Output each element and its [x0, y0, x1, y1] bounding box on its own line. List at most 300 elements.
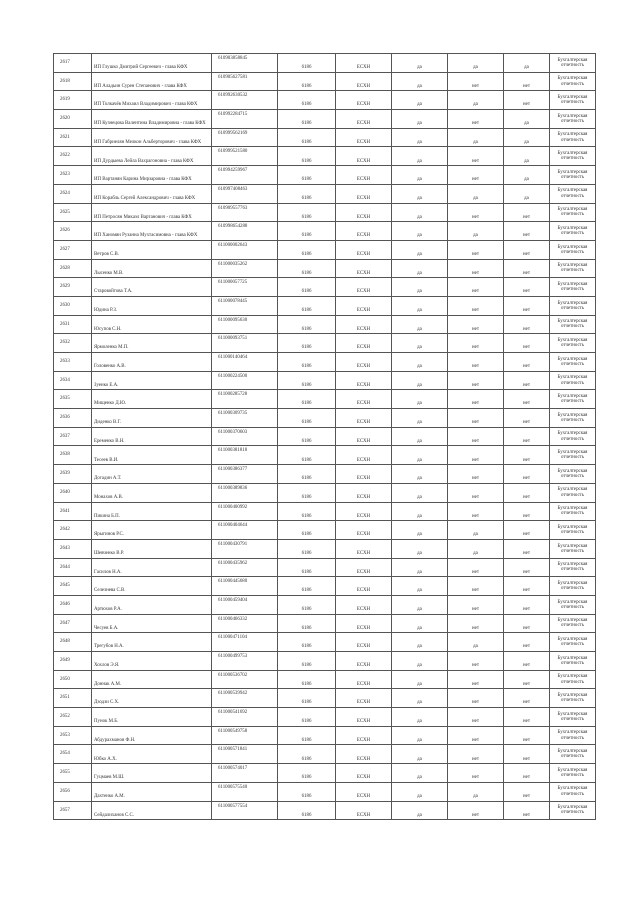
table-row	[54, 764, 596, 783]
tax-code-cell: 6186	[278, 259, 336, 278]
report-type-cell: Бухгалтерская отчетность	[550, 147, 596, 166]
tax-code-cell: 6186	[278, 390, 336, 409]
flag-cell: нет	[504, 371, 550, 390]
row-number-cell: 2620	[54, 110, 92, 129]
flag-cell: да	[504, 54, 550, 73]
tax-code-cell: 6186	[278, 278, 336, 297]
flag-cell: нет	[504, 670, 550, 689]
organization-name-cell: Гасилов Н.А.	[92, 558, 212, 577]
flag-cell: нет	[504, 577, 550, 596]
tax-code-cell: 6186	[278, 764, 336, 783]
tax-code-cell: 6186	[278, 745, 336, 764]
inn-cell: 611000057725	[212, 278, 278, 297]
row-number-cell: 2621	[54, 128, 92, 147]
report-type-cell: Бухгалтерская отчетность	[550, 184, 596, 203]
flag-cell: да	[392, 222, 448, 241]
flag-cell: да	[504, 110, 550, 129]
tax-code-cell: 6186	[278, 72, 336, 91]
tax-regime-cell: ЕСХН	[336, 390, 392, 409]
organization-name-cell: Зуенко Е.А.	[92, 371, 212, 390]
flag-cell: да	[448, 54, 504, 73]
organization-name-cell: Дахтенко А.М.	[92, 782, 212, 801]
report-type-cell: Бухгалтерская отчетность	[550, 278, 596, 297]
flag-cell: нет	[448, 390, 504, 409]
inn-cell: 610997408463	[212, 184, 278, 203]
inn-cell: 611000078445	[212, 296, 278, 315]
flag-cell: да	[392, 110, 448, 129]
flag-cell: да	[392, 278, 448, 297]
inn-cell: 611000574017	[212, 764, 278, 783]
report-type-cell: Бухгалтерская отчетность	[550, 558, 596, 577]
inn-cell: 611000466332	[212, 614, 278, 633]
flag-cell: нет	[504, 521, 550, 540]
table-row	[54, 147, 596, 166]
tax-code-cell: 6186	[278, 801, 336, 820]
flag-cell: нет	[448, 670, 504, 689]
flag-cell: да	[392, 296, 448, 315]
inn-cell: 611000381818	[212, 446, 278, 465]
inn-cell: 610992284715	[212, 110, 278, 129]
row-number-cell: 2626	[54, 222, 92, 241]
row-number-cell: 2654	[54, 745, 92, 764]
table-row	[54, 166, 596, 185]
flag-cell: нет	[448, 427, 504, 446]
flag-cell: да	[392, 465, 448, 484]
inn-cell: 611000285728	[212, 390, 278, 409]
flag-cell: нет	[504, 91, 550, 110]
report-type-cell: Бухгалтерская отчетность	[550, 801, 596, 820]
tax-code-cell: 6186	[278, 446, 336, 465]
inn-cell: 610905627581	[212, 72, 278, 91]
tax-code-cell: 6186	[278, 558, 336, 577]
tax-regime-cell: ЕСХН	[336, 278, 392, 297]
flag-cell: да	[448, 521, 504, 540]
organization-name-cell: Монахов А.В.	[92, 483, 212, 502]
flag-cell: да	[392, 390, 448, 409]
inn-cell: 611000536702	[212, 670, 278, 689]
organization-name-cell: Юсупов С.Н.	[92, 315, 212, 334]
flag-cell: нет	[504, 296, 550, 315]
flag-cell: да	[448, 91, 504, 110]
flag-cell: да	[392, 708, 448, 727]
organization-name-cell: Трегубов Н.А.	[92, 633, 212, 652]
row-number-cell: 2651	[54, 689, 92, 708]
flag-cell: нет	[448, 652, 504, 671]
flag-cell: нет	[448, 708, 504, 727]
flag-cell: да	[392, 558, 448, 577]
flag-cell: нет	[504, 483, 550, 502]
table-row	[54, 54, 596, 73]
tax-code-cell: 6186	[278, 521, 336, 540]
row-number-cell: 2637	[54, 427, 92, 446]
row-number-cell: 2639	[54, 465, 92, 484]
report-type-cell: Бухгалтерская отчетность	[550, 577, 596, 596]
flag-cell: да	[392, 371, 448, 390]
row-number-cell: 2623	[54, 166, 92, 185]
row-number-cell: 2636	[54, 409, 92, 428]
tax-regime-cell: ЕСХН	[336, 726, 392, 745]
tax-regime-cell: ЕСХН	[336, 353, 392, 372]
row-number-cell: 2643	[54, 539, 92, 558]
flag-cell: нет	[504, 614, 550, 633]
tax-code-cell: 6186	[278, 240, 336, 259]
report-type-cell: Бухгалтерская отчетность	[550, 72, 596, 91]
report-type-cell: Бухгалтерская отчетность	[550, 670, 596, 689]
table-row	[54, 708, 596, 727]
report-type-cell: Бухгалтерская отчетность	[550, 521, 596, 540]
flag-cell: да	[504, 184, 550, 203]
table-row	[54, 409, 596, 428]
flag-cell: нет	[504, 259, 550, 278]
organization-name-cell: Артюхов Р.А.	[92, 595, 212, 614]
tax-regime-cell: ЕСХН	[336, 689, 392, 708]
flag-cell: нет	[504, 278, 550, 297]
flag-cell: нет	[448, 353, 504, 372]
tax-regime-cell: ЕСХН	[336, 652, 392, 671]
tax-regime-cell: ЕСХН	[336, 296, 392, 315]
tax-regime-cell: ЕСХН	[336, 259, 392, 278]
organization-name-cell: Ветров С.В.	[92, 240, 212, 259]
flag-cell: да	[448, 633, 504, 652]
flag-cell: нет	[448, 558, 504, 577]
flag-cell: нет	[448, 334, 504, 353]
flag-cell: нет	[448, 409, 504, 428]
table-row	[54, 91, 596, 110]
row-number-cell: 2627	[54, 240, 92, 259]
table-row	[54, 184, 596, 203]
report-type-cell: Бухгалтерская отчетность	[550, 745, 596, 764]
tax-code-cell: 6186	[278, 465, 336, 484]
organization-name-cell: ИП Корабль Сергей Александрович - глава КФХ	[92, 184, 212, 203]
row-number-cell: 2629	[54, 278, 92, 297]
flag-cell: нет	[448, 745, 504, 764]
table-row	[54, 128, 596, 147]
tax-code-cell: 6186	[278, 184, 336, 203]
table-row	[54, 558, 596, 577]
flag-cell: нет	[448, 614, 504, 633]
table-row	[54, 72, 596, 91]
report-type-cell: Бухгалтерская отчетность	[550, 652, 596, 671]
flag-cell: да	[504, 166, 550, 185]
row-number-cell: 2653	[54, 726, 92, 745]
organization-name-cell: Тесеев В.И.	[92, 446, 212, 465]
flag-cell: да	[392, 689, 448, 708]
flag-cell: нет	[448, 689, 504, 708]
table-row	[54, 315, 596, 334]
flag-cell: да	[392, 128, 448, 147]
report-type-cell: Бухгалтерская отчетность	[550, 708, 596, 727]
table-row	[54, 577, 596, 596]
row-number-cell: 2618	[54, 72, 92, 91]
report-type-cell: Бухгалтерская отчетность	[550, 166, 596, 185]
organization-name-cell: Лысенко М.В.	[92, 259, 212, 278]
table-row	[54, 782, 596, 801]
flag-cell: нет	[448, 595, 504, 614]
flag-cell: да	[392, 240, 448, 259]
tax-code-cell: 6186	[278, 353, 336, 372]
tax-regime-cell: ЕСХН	[336, 502, 392, 521]
inn-cell: 611000002643	[212, 240, 278, 259]
organization-name-cell: Селезнева С.В.	[92, 577, 212, 596]
inn-cell: 611000140464	[212, 353, 278, 372]
tax-regime-cell: ЕСХН	[336, 184, 392, 203]
table-row	[54, 595, 596, 614]
report-type-cell: Бухгалтерская отчетность	[550, 110, 596, 129]
flag-cell: да	[392, 577, 448, 596]
tax-regime-cell: ЕСХН	[336, 110, 392, 129]
flag-cell: да	[392, 203, 448, 222]
tax-code-cell: 6186	[278, 614, 336, 633]
table-row	[54, 446, 596, 465]
flag-cell: нет	[504, 427, 550, 446]
flag-cell: нет	[504, 334, 550, 353]
table-row	[54, 652, 596, 671]
inn-cell: 610999521580	[212, 147, 278, 166]
row-number-cell: 2617	[54, 54, 92, 73]
organization-name-cell: Гуцмаев М.Ш.	[92, 764, 212, 783]
tax-regime-cell: ЕСХН	[336, 315, 392, 334]
report-type-cell: Бухгалтерская отчетность	[550, 128, 596, 147]
tax-code-cell: 6186	[278, 427, 336, 446]
tax-regime-cell: ЕСХН	[336, 764, 392, 783]
tax-code-cell: 6186	[278, 633, 336, 652]
flag-cell: да	[392, 652, 448, 671]
row-number-cell: 2646	[54, 595, 92, 614]
row-number-cell: 2625	[54, 203, 92, 222]
flag-cell: да	[392, 764, 448, 783]
flag-cell: нет	[448, 259, 504, 278]
tax-code-cell: 6186	[278, 502, 336, 521]
flag-cell: нет	[448, 203, 504, 222]
table-row	[54, 371, 596, 390]
row-number-cell: 2630	[54, 296, 92, 315]
flag-cell: нет	[504, 558, 550, 577]
organization-name-cell: Юдина Р.З.	[92, 296, 212, 315]
organization-name-cell: ИП Ханомян Рузанна Мухтасимовна - глава КФХ	[92, 222, 212, 241]
table-row	[54, 203, 596, 222]
flag-cell: да	[392, 782, 448, 801]
flag-cell: нет	[504, 72, 550, 91]
inn-cell: 611000035262	[212, 259, 278, 278]
tax-regime-cell: ЕСХН	[336, 203, 392, 222]
flag-cell: нет	[448, 296, 504, 315]
inn-cell: 611000309735	[212, 409, 278, 428]
inn-cell: 611000224500	[212, 371, 278, 390]
table-row	[54, 110, 596, 129]
flag-cell: нет	[448, 446, 504, 465]
tax-regime-cell: ЕСХН	[336, 334, 392, 353]
report-type-cell: Бухгалтерская отчетность	[550, 409, 596, 428]
inn-cell: 611000571841	[212, 745, 278, 764]
inn-cell: 610992630532	[212, 91, 278, 110]
report-type-cell: Бухгалтерская отчетность	[550, 390, 596, 409]
table-row	[54, 278, 596, 297]
flag-cell: нет	[504, 240, 550, 259]
inn-cell: 610998654288	[212, 222, 278, 241]
tax-regime-cell: ЕСХН	[336, 801, 392, 820]
flag-cell: нет	[504, 633, 550, 652]
tax-code-cell: 6186	[278, 128, 336, 147]
report-type-cell: Бухгалтерская отчетность	[550, 259, 596, 278]
inn-cell: 611000471104	[212, 633, 278, 652]
flag-cell: да	[392, 614, 448, 633]
tax-code-cell: 6186	[278, 708, 336, 727]
flag-cell: нет	[448, 278, 504, 297]
tax-regime-cell: ЕСХН	[336, 222, 392, 241]
report-type-cell: Бухгалтерская отчетность	[550, 203, 596, 222]
flag-cell: нет	[448, 147, 504, 166]
flag-cell: да	[392, 259, 448, 278]
flag-cell: да	[392, 91, 448, 110]
tax-code-cell: 6186	[278, 782, 336, 801]
organization-name-cell: Ярмоленко М.П.	[92, 334, 212, 353]
flag-cell: да	[392, 54, 448, 73]
tax-regime-cell: ЕСХН	[336, 465, 392, 484]
organization-name-cell: Юбко А.Х.	[92, 745, 212, 764]
organization-name-cell: Ярыгинов Р.С.	[92, 521, 212, 540]
flag-cell: да	[392, 633, 448, 652]
table-row	[54, 483, 596, 502]
flag-cell: нет	[448, 726, 504, 745]
report-type-cell: Бухгалтерская отчетность	[550, 371, 596, 390]
tax-code-cell: 6186	[278, 652, 336, 671]
organization-name-cell: ИП Аладьин Сурен Степанович - глава КФХ	[92, 72, 212, 91]
row-number-cell: 2642	[54, 521, 92, 540]
tax-code-cell: 6186	[278, 483, 336, 502]
table-row	[54, 353, 596, 372]
inn-cell: 611000459404	[212, 595, 278, 614]
flag-cell: да	[392, 353, 448, 372]
row-number-cell: 2647	[54, 614, 92, 633]
organization-name-cell: Мищенко Д.Ю.	[92, 390, 212, 409]
flag-cell: да	[392, 670, 448, 689]
tax-code-cell: 6186	[278, 689, 336, 708]
report-type-cell: Бухгалтерская отчетность	[550, 240, 596, 259]
flag-cell: нет	[448, 110, 504, 129]
organization-name-cell: ИП Дурдыева Лейла Вахрагоновна - глава КФХ	[92, 147, 212, 166]
row-number-cell: 2635	[54, 390, 92, 409]
report-type-cell: Бухгалтерская отчетность	[550, 483, 596, 502]
report-type-cell: Бухгалтерская отчетность	[550, 91, 596, 110]
registry-rows	[54, 54, 596, 820]
row-number-cell: 2645	[54, 577, 92, 596]
tax-code-cell: 6186	[278, 91, 336, 110]
tax-code-cell: 6186	[278, 334, 336, 353]
table-row	[54, 670, 596, 689]
tax-regime-cell: ЕСХН	[336, 128, 392, 147]
tax-code-cell: 6186	[278, 54, 336, 73]
tax-code-cell: 6186	[278, 110, 336, 129]
report-type-cell: Бухгалтерская отчетность	[550, 595, 596, 614]
organization-name-cell: Дзодзи С.Х.	[92, 689, 212, 708]
table-row	[54, 259, 596, 278]
table-row	[54, 633, 596, 652]
flag-cell: нет	[448, 577, 504, 596]
tax-regime-cell: ЕСХН	[336, 166, 392, 185]
inn-cell: 611000430791	[212, 539, 278, 558]
tax-code-cell: 6186	[278, 315, 336, 334]
flag-cell: нет	[504, 539, 550, 558]
tax-regime-cell: ЕСХН	[336, 595, 392, 614]
row-number-cell: 2648	[54, 633, 92, 652]
inn-cell: 611000400992	[212, 502, 278, 521]
report-type-cell: Бухгалтерская отчетность	[550, 726, 596, 745]
report-type-cell: Бухгалтерская отчетность	[550, 633, 596, 652]
organization-name-cell: Чесуев Б.А.	[92, 614, 212, 633]
flag-cell: да	[392, 595, 448, 614]
tax-regime-cell: ЕСХН	[336, 240, 392, 259]
inn-cell: 611000575540	[212, 782, 278, 801]
tax-regime-cell: ЕСХН	[336, 54, 392, 73]
table-row	[54, 745, 596, 764]
table-row	[54, 689, 596, 708]
flag-cell: да	[448, 539, 504, 558]
flag-cell: да	[392, 539, 448, 558]
flag-cell: да	[448, 782, 504, 801]
flag-cell: нет	[448, 801, 504, 820]
table-row	[54, 726, 596, 745]
flag-cell: нет	[448, 483, 504, 502]
flag-cell: да	[448, 184, 504, 203]
tax-code-cell: 6186	[278, 539, 336, 558]
report-type-cell: Бухгалтерская отчетность	[550, 689, 596, 708]
tax-regime-cell: ЕСХН	[336, 539, 392, 558]
flag-cell: да	[392, 521, 448, 540]
tax-code-cell: 6186	[278, 726, 336, 745]
tax-code-cell: 6186	[278, 371, 336, 390]
inn-cell: 610994259967	[212, 166, 278, 185]
row-number-cell: 2622	[54, 147, 92, 166]
tax-regime-cell: ЕСХН	[336, 147, 392, 166]
flag-cell: нет	[448, 240, 504, 259]
flag-cell: нет	[448, 315, 504, 334]
tax-regime-cell: ЕСХН	[336, 72, 392, 91]
tax-regime-cell: ЕСХН	[336, 409, 392, 428]
flag-cell: да	[392, 801, 448, 820]
row-number-cell: 2634	[54, 371, 92, 390]
report-type-cell: Бухгалтерская отчетность	[550, 446, 596, 465]
flag-cell: нет	[504, 222, 550, 241]
flag-cell: нет	[448, 465, 504, 484]
tax-regime-cell: ЕСХН	[336, 782, 392, 801]
tax-code-cell: 6186	[278, 409, 336, 428]
report-type-cell: Бухгалтерская отчетность	[550, 614, 596, 633]
flag-cell: нет	[504, 315, 550, 334]
registry-table	[53, 53, 596, 820]
inn-cell: 611000095630	[212, 315, 278, 334]
tax-regime-cell: ЕСХН	[336, 91, 392, 110]
inn-cell: 610999562169	[212, 128, 278, 147]
row-number-cell: 2640	[54, 483, 92, 502]
flag-cell: да	[392, 726, 448, 745]
flag-cell: да	[392, 334, 448, 353]
organization-name-cell: Хохлов Э.Я.	[92, 652, 212, 671]
row-number-cell: 2641	[54, 502, 92, 521]
organization-name-cell: Сейдалиханов С.С.	[92, 801, 212, 820]
flag-cell: нет	[504, 203, 550, 222]
flag-cell: да	[392, 147, 448, 166]
report-type-cell: Бухгалтерская отчетность	[550, 296, 596, 315]
row-number-cell: 2633	[54, 353, 92, 372]
organization-name-cell: Доннак А.М.	[92, 670, 212, 689]
flag-cell: да	[392, 315, 448, 334]
tax-code-cell: 6186	[278, 577, 336, 596]
flag-cell: нет	[504, 745, 550, 764]
report-type-cell: Бухгалтерская отчетность	[550, 502, 596, 521]
inn-cell: 610909557763	[212, 203, 278, 222]
tax-code-cell: 6186	[278, 670, 336, 689]
flag-cell: нет	[504, 595, 550, 614]
